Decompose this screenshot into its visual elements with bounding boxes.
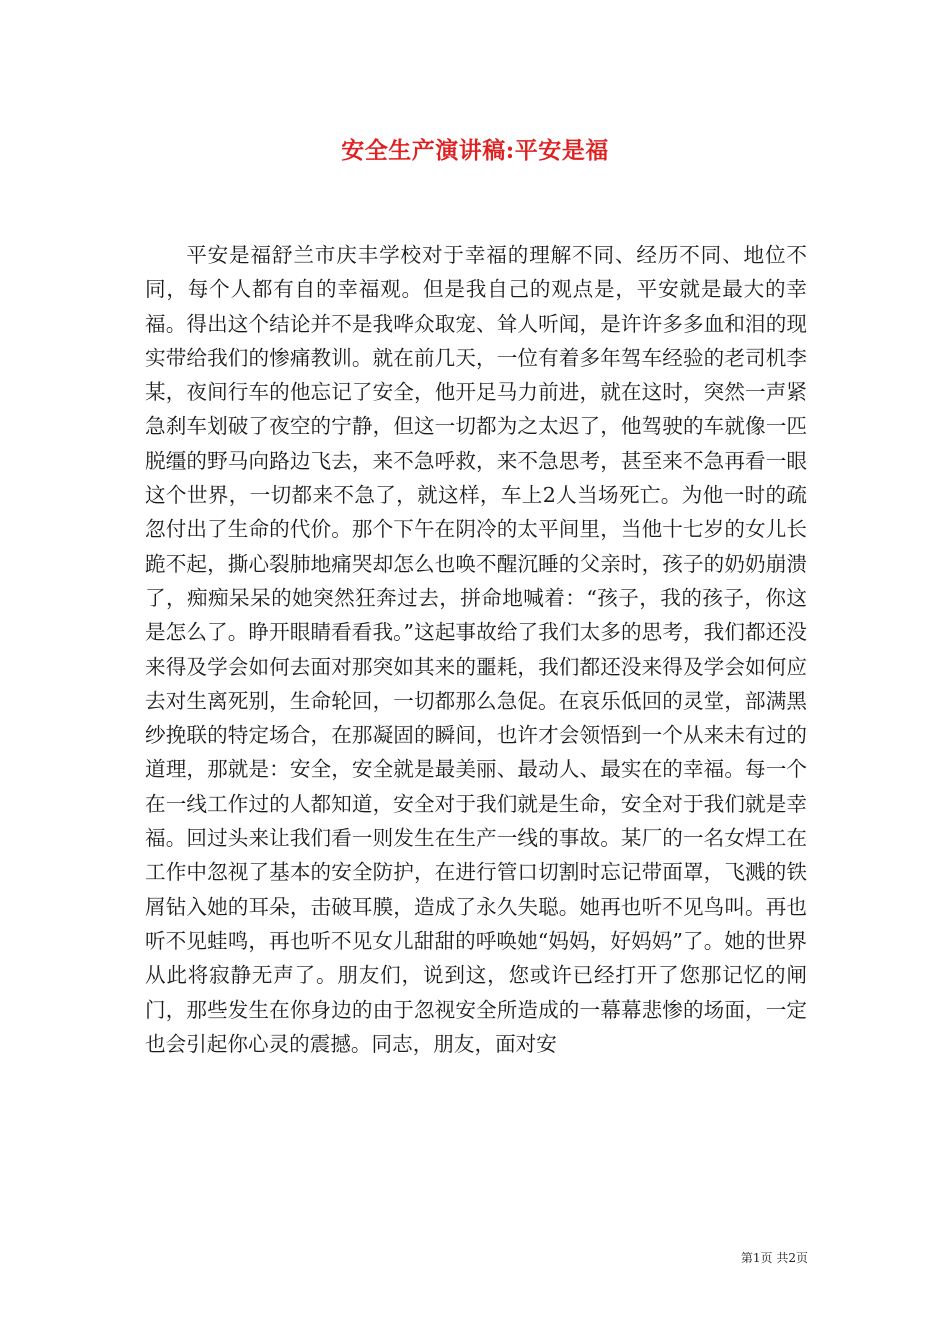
document-body-paragraph: 平安是福舒兰市庆丰学校对于幸福的理解不同、经历不同、地位不同，每个人都有自的幸福观。但是我自己的观点是，平安就是最大的幸福。得出这个结论并不是我哗众取宠、耸人听闻，是许许多多血和泪的现实带给我们的惨痛教训。就在前几天，一位有着多年驾车经验的老司机李某，夜间行车的他忘记了安全，他开足马力前进，就在这时，突然一声紧急刹车划破了夜空的宁静，但这一切都为之太迟了，他驾驶的车就像一匹脱缰的野马向路边飞去，来不急呼救，来不急思考，甚至来不急再看一眼这个世界，一切都来不急了，就这样，车上2人当场死亡。为他一时的疏忽付出了生命的代价。那个下午在阴冷的太平间里，当他十七岁的女儿长跪不起，撕心裂肺地痛哭却怎么也唤不醒沉睡的父亲时，孩子的奶奶崩溃了，痴痴呆呆的她突然狂奔过去，拼命地喊着：“孩子，我的孩子，你这是怎么了。睁开眼睛看看我。”这起事故给了我们太多的思考，我们都还没来得及学会如何去面对那突如其来的噩耗，我们都还没来得及学会如何应去对生离死别，生命轮回，一切都那么急促。在哀乐低回的灵堂，部满黑纱挽联的特定场合，在那凝固的瞬间，也许才会领悟到一个从来未有过的道理，那就是：安全，安全就是最美丽、最动人、最实在的幸福。每一个在一线工作过的人都知道，安全对于我们就是生命，安全对于我们就是幸福。回过头来让我们看一则发生在生产一线的事故。某厂的一名女焊工在工作中忽视了基本的安全防护，在进行管口切割时忘记带面罩，飞溅的铁屑钻入她的耳朵，击破耳膜，造成了永久失聪。她再也听不见鸟叫。再也听不见蛙鸣，再也听不见女儿甜甜的呼唤她“妈妈，好妈妈”了。她的世界从此将寂静无声了。朋友们，说到这，您或许已经打开了您那记忆的闸门，那些发生在你身边的由于忽视安全所造成的一幕幕悲惨的场面，一定也会引起你心灵的震撼。同志，朋友，面对安 xyxy=(145,243,807,1056)
page-number-footer: 第1页 共2页 xyxy=(740,1251,808,1265)
document-title: 安全生产演讲稿:平安是福 xyxy=(341,137,609,164)
